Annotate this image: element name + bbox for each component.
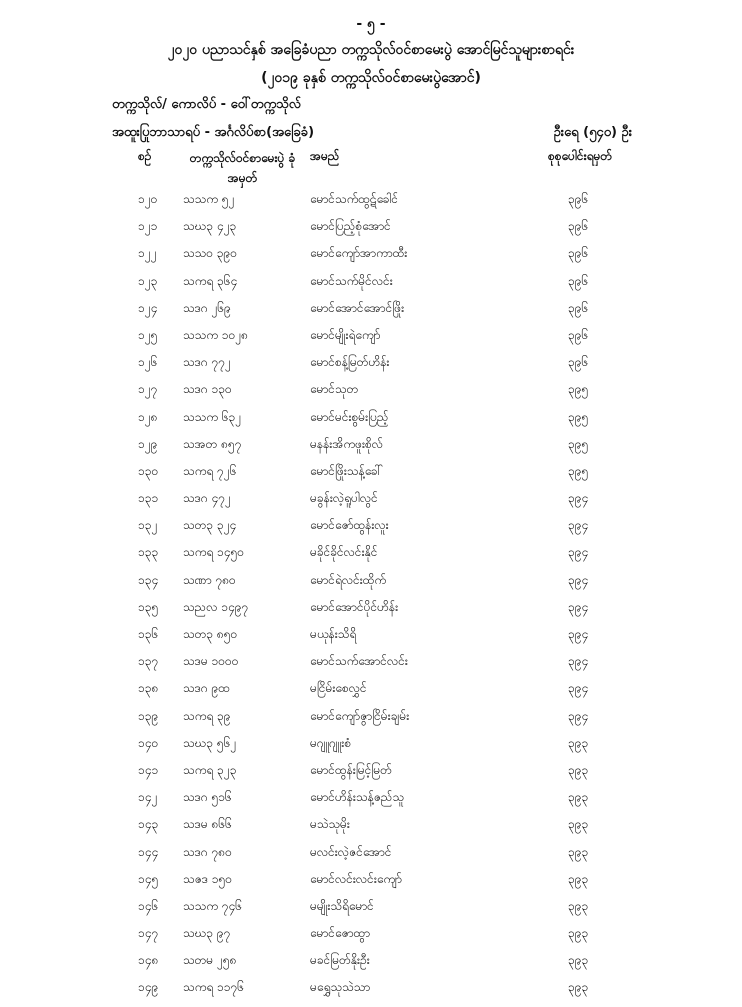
name-cell: မောင်သက်ထွဋ်ခေါင်	[310, 192, 399, 206]
name-cell: မောင်အောင်ပိုင်ဟိန်း	[310, 599, 399, 614]
table-row	[0, 789, 742, 816]
name-cell: မခွန်းလဲ့ရူပါလွင်	[310, 491, 378, 506]
name-cell: မောင်ပြည့်စုံအောင်	[310, 219, 391, 234]
roll-number-cell: သဒမ ၈၆၆	[183, 817, 232, 832]
name-cell: မလင်းလဲ့ဇင်အောင်	[310, 844, 392, 859]
roll-number-cell: သသက ၁၀၂၈	[183, 327, 249, 342]
name-cell: မောင်ဇော်ထွန်းလူး	[310, 518, 389, 533]
score-cell: ၃၉၃	[568, 817, 589, 832]
serial-cell: ၁၃၇	[138, 654, 159, 669]
roll-number-cell: သကရ ၃၉	[183, 708, 231, 723]
score-cell: ၃၉၃	[568, 871, 589, 886]
score-cell: ၃၉၅	[568, 436, 589, 451]
table-row	[0, 844, 742, 871]
roll-number-cell: သဒဂ ၉ထ	[183, 681, 230, 696]
table-row	[0, 327, 742, 354]
score-cell: ၃၉၃	[568, 953, 589, 968]
major-line: အထူးပြုဘာသာရပ် - အင်္ဂလိပ်စာ(အခြေခံ)	[112, 125, 315, 140]
serial-cell: ၁၂၁	[138, 219, 158, 234]
serial-cell: ၁၃၀	[138, 463, 159, 478]
table-row	[0, 354, 742, 381]
score-cell: ၃၉၄	[568, 654, 589, 669]
score-cell: ၃၉၆	[568, 246, 589, 261]
serial-cell: ၁၃၆	[138, 627, 159, 641]
roll-number-cell: သသက ၅၂	[183, 192, 235, 206]
score-cell: ၃၉၃	[568, 898, 589, 913]
serial-cell: ၁၃၉	[138, 708, 159, 723]
name-cell: မောင်သက်မိုင်လင်း	[310, 273, 393, 288]
score-cell: ၃၉၄	[568, 518, 589, 533]
roll-number-cell: သဃ၃ ၅၆၂	[183, 735, 237, 750]
document-title: ၂၀၂၀ ပညာသင်နှစ် အခြေခံပညာ တက္ကသိုလ်ဝင်စာမေးပွဲ အောင်မြင်သူများစာရင်း	[167, 42, 575, 58]
table-row	[0, 490, 742, 517]
name-cell: မငြိမ်းစေလွှင်	[310, 681, 367, 696]
roll-number-cell: သကရ ၇၂၆	[183, 463, 237, 478]
name-cell: မောင်ရဲလင်းထိုက်	[310, 572, 387, 587]
serial-cell: ၁၄၇	[138, 926, 159, 941]
header-total-score: စုစုပေါင်းရမှတ်	[548, 149, 613, 163]
table-row	[0, 191, 742, 218]
score-cell: ၃၉၃	[568, 980, 589, 995]
table-row	[0, 979, 742, 1006]
serial-cell: ၁၂၅	[138, 327, 158, 342]
table-row	[0, 898, 742, 925]
table-row	[0, 735, 742, 762]
score-cell: ၃၉၆	[568, 219, 589, 234]
page-number: - ၅ -	[356, 16, 386, 32]
name-cell: မောင်ကျော်အာကာထီး	[310, 246, 408, 261]
name-cell: မောင်အောင်အောင်ဖြိုး	[310, 300, 405, 315]
serial-cell: ၁၃၁	[138, 491, 159, 506]
name-cell: မောင်ဟိန်းသန့်ဇည်သူ	[310, 790, 405, 805]
serial-cell: ၁၃၃	[138, 545, 159, 560]
serial-cell: ၁၂၄	[138, 300, 158, 315]
score-cell: ၃၉၄	[568, 708, 589, 723]
roll-number-cell: သတ၃ ၃၂၄	[183, 518, 237, 533]
name-cell: မရွှေသုသဲသာ	[310, 980, 371, 995]
name-cell: မောင်မင်းစွမ်းပြည့်	[310, 409, 389, 424]
header-serial: စဉ်	[138, 149, 152, 163]
name-cell: မောင်မျိုးရဲကျော်	[310, 327, 381, 342]
serial-cell: ၁၄၁	[138, 762, 159, 777]
roll-number-cell: သကရ ၁၄၅၀	[183, 545, 245, 560]
serial-cell: ၁၂၆	[138, 355, 158, 370]
table-row	[0, 218, 742, 245]
score-cell: ၃၉၃	[568, 735, 589, 750]
roll-number-cell: သကရ ၁၁၇၆	[183, 980, 245, 995]
score-cell: ၃၉၃	[568, 762, 589, 777]
roll-number-cell: သသက ၇၄၆	[183, 898, 243, 913]
score-cell: ၃၉၆	[568, 273, 589, 288]
score-cell: ၃၉၆	[568, 355, 589, 370]
serial-cell: ၁၃၅	[138, 599, 159, 614]
serial-cell: ၁၄၆	[138, 898, 159, 913]
name-cell: မောင်သုတ	[310, 382, 359, 397]
table-row	[0, 381, 742, 408]
table-row	[0, 300, 742, 327]
table-row	[0, 925, 742, 952]
name-cell: မောင်ကျော်ဇွာငြိမ်းချမ်း	[310, 708, 410, 723]
score-cell: ၃၉၄	[568, 681, 589, 696]
table-row	[0, 517, 742, 544]
roll-number-cell: သဒဂ ၄၇၂	[183, 491, 231, 506]
roll-number-cell: သတမ ၂၅၈	[183, 953, 237, 968]
table-row	[0, 708, 742, 735]
serial-cell: ၁၄၅	[138, 871, 159, 886]
table-row	[0, 762, 742, 789]
roll-number-cell: သဃ၃ ၄၂၃	[183, 219, 237, 234]
score-cell: ၃၉၄	[568, 599, 589, 614]
serial-cell: ၁၄၉	[138, 980, 159, 995]
roll-number-cell: သညလ ၁၄၉၇	[183, 599, 249, 614]
roll-number-cell: သကရ ၃၂၃	[183, 762, 237, 777]
name-cell: မောင်စန့်မြတ်ဟိန်း	[310, 355, 390, 370]
serial-cell: ၁၂၂	[138, 246, 157, 261]
score-cell: ၃၉၃	[568, 844, 589, 859]
table-row	[0, 599, 742, 626]
table-row	[0, 572, 742, 599]
serial-cell: ၁၂၉	[138, 436, 158, 451]
roll-number-cell: သသဝ ၃၉၀	[183, 246, 238, 261]
table-row	[0, 816, 742, 843]
name-cell: မောင်ဖြိုးသန့်ခေါ်	[310, 463, 383, 478]
serial-cell: ၁၂၀	[138, 192, 158, 206]
table-row	[0, 952, 742, 979]
roll-number-cell: သအတ ၈၅၇	[183, 436, 242, 451]
serial-cell: ၁၃၄	[138, 572, 159, 587]
serial-cell: ၁၃၂	[138, 518, 158, 533]
header-roll-number: တက္ကသိုလ်ဝင်စာမေးပွဲ ခုံအမှတ်	[189, 151, 296, 185]
table-row	[0, 544, 742, 571]
score-cell: ၃၉၅	[568, 409, 589, 424]
header-name: အမည်	[310, 149, 340, 163]
name-cell: မမျိုးသိရိမောင်	[310, 898, 374, 913]
roll-number-cell: သတ၃ ၈၅၀	[183, 627, 238, 641]
score-cell: ၃၉၄	[568, 627, 589, 641]
table-row	[0, 245, 742, 272]
score-cell: ၃၉၄	[568, 491, 589, 506]
score-cell: ၃၉၅	[568, 463, 589, 478]
name-cell: မနန်းအိကဖူးစိုလ်	[310, 436, 383, 451]
score-cell: ၃၉၆	[568, 192, 589, 206]
document-subtitle: (၂၀၁၉ ခုနှစ် တက္ကသိုလ်ဝင်စာမေးပွဲအောင်)	[261, 70, 481, 86]
roll-number-cell: သသက ၆၃၂	[183, 409, 242, 424]
roll-number-cell: သဒဂ ၅၁၆	[183, 790, 232, 805]
serial-cell: ၁၄၈	[138, 953, 159, 968]
roll-number-cell: သဏာ ၇၈၀	[183, 572, 236, 587]
name-cell: မသဲသုမိုး	[310, 817, 350, 832]
score-cell: ၃၉၃	[568, 926, 589, 941]
table-row	[0, 463, 742, 490]
table-row	[0, 626, 742, 653]
serial-cell: ၁၂၈	[138, 409, 158, 424]
name-cell: မယုန်းသိရိ	[310, 627, 357, 641]
serial-cell: ၁၄၃	[138, 817, 159, 832]
score-cell: ၃၉၄	[568, 545, 589, 560]
serial-cell: ၁၂၇	[138, 382, 158, 397]
table-row	[0, 653, 742, 680]
serial-cell: ၁၃၈	[138, 681, 159, 696]
name-cell: မခင်မြတ်နိုးဦး	[310, 953, 370, 968]
score-cell: ၃၉၅	[568, 382, 589, 397]
results-table	[0, 191, 742, 1007]
serial-cell: ၁၂၃	[138, 273, 158, 288]
score-cell: ၃၉၆	[568, 327, 589, 342]
total-count: ဦးရေ (၅၄၀) ဦး	[553, 125, 632, 140]
roll-number-cell: သဒမ ၁၀၀၀	[183, 654, 239, 669]
roll-number-cell: သဃ၃ ၉၇	[183, 926, 231, 941]
name-cell: မောင်ထွန်းမြင့်မြတ်	[310, 762, 392, 777]
table-row	[0, 871, 742, 898]
roll-number-cell: သကရ ၃၆၄	[183, 273, 238, 288]
name-cell: မခိုင်ခိုင်လင်းနိုင်	[310, 545, 378, 560]
serial-cell: ၁၄၄	[138, 844, 159, 859]
roll-number-cell: သဒဂ ၇၇၂	[183, 355, 231, 370]
serial-cell: ၁၄၂	[138, 790, 158, 805]
roll-number-cell: သဇဒ ၁၅၀	[183, 871, 233, 886]
score-cell: ၃၉၄	[568, 572, 589, 587]
name-cell: မောင်လင်းလင်းကျော်	[310, 871, 402, 886]
roll-number-cell: သဒဂ ၇၈၀	[183, 844, 232, 859]
roll-number-cell: သဒဂ ၁၃၀	[183, 382, 232, 397]
table-row	[0, 436, 742, 463]
serial-cell: ၁၄၀	[138, 735, 159, 750]
name-cell: မောင်သက်အောင်လင်း	[310, 654, 408, 669]
table-row	[0, 680, 742, 707]
name-cell: မောင်ဇောထွာ	[310, 926, 371, 941]
table-row	[0, 273, 742, 300]
name-cell: မဂျူဂျူးစံ	[310, 735, 352, 750]
score-cell: ၃၉၃	[568, 790, 589, 805]
university-line: တက္ကသိုလ်/ ကောလိပ် - ဝေါ်တက္ကသိုလ်	[112, 97, 301, 112]
roll-number-cell: သဒဂ ၂၆၉	[183, 300, 231, 315]
score-cell: ၃၉၆	[568, 300, 589, 315]
table-row	[0, 409, 742, 436]
